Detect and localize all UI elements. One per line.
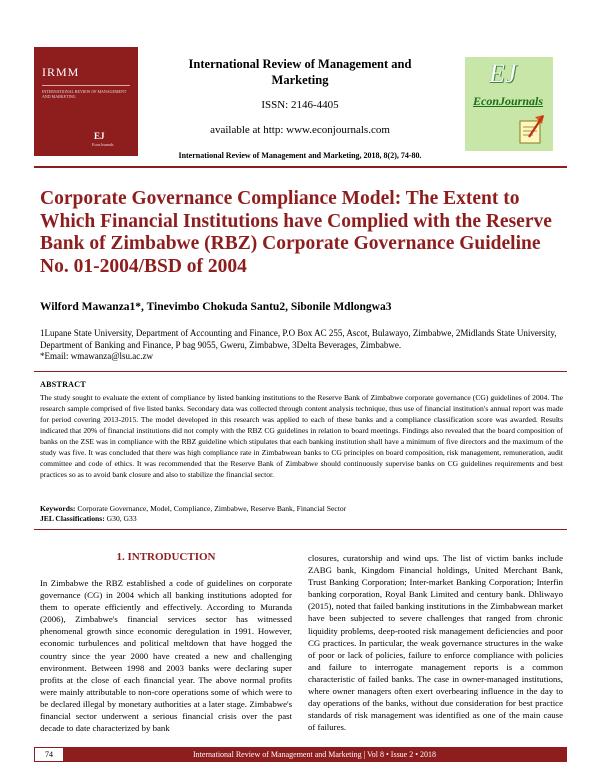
footer-text: International Review of Management and Marketing | Vol 8 • Issue 2 • 2018 [192, 750, 437, 759]
jel-value: G30, G33 [104, 514, 137, 523]
logo-text: EconJournals [473, 94, 544, 108]
available-at-link[interactable]: available at http: www.econjournals.com [210, 124, 390, 136]
abstract-heading: ABSTRACT [40, 380, 86, 389]
keywords-label: Keywords: [40, 504, 76, 513]
body-column-right: closures, curatorship and wind ups. The list of victim banks include ZABG bank, Kingdom Financial holdings, United Merchant Bank, Trust Banking Corporation; Inter-market Banking Corporation; Interfin banking corporation, Royal Bank Limited and century bank. Dhliwayo (2015), noted that failed banking institutions in the Zimbabwean market have been subjected to severe challenges that ranged from chronic liquidity problems, deep-rooted risk management deficiencies and poor CG practices. In particular, the weak governance structures in the wake of poor or lack of policies, failure to enforce compliance with policies and failure to interrogate management reports is a common characteristic of failed banks. The case in owner-managed institutions, where owner managers often exert overbearing influence in the day to day operations of the banks, without due consideration for best practice standards of risk management was identified as one of the main cause of failures. [308, 553, 563, 733]
body-column-left: In Zimbabwe the RBZ established a code of guidelines on corporate governance (CG) in 2004 which all banking institutions adopted for them to operate efficiently and effectively. According to Muranda (2006), Zimbabwe's financial services sector has witnessed phenomenal growth since economic deregulation in 1991. However, economic turbulences and political meltdown that have hogged the country since the year 2000 have created a new and challenging environment. Between 1998 and 2003 banks were declaring super profits at the close of each financial year. The above normal profits were mainly attributable to non-core operations some of which were to be declared illegal by monetary authorities at a later stage. Zimbabwe's financial sector underwent a serious financial crisis over the past decade to date characterized by bank [40, 578, 292, 734]
econjournals-logo [465, 57, 553, 151]
journal-title: International Review of Management and Marketing [188, 57, 412, 87]
cover-mark: EJ [94, 131, 105, 141]
logo-ej: EJ [489, 59, 517, 88]
keywords-value: Corporate Governance, Model, Compliance, Zimbabwe, Reserve Bank, Financial Sector [75, 504, 347, 513]
author-list: Wilford Mawanza1*, Tinevimbo Chokuda Santu2, Sibonile Mdlongwa3 [40, 301, 392, 313]
jel-line [40, 513, 563, 524]
cover-divider [42, 85, 130, 86]
journal-cover-image [34, 47, 138, 156]
section-heading: 1. INTRODUCTION [116, 551, 216, 563]
abstract-body: The study sought to evaluate the extent of compliance by listed banking institutions to the Reserve Bank of Zimbabwe corporate governance (CG) guidelines of 2004. The research sample comprised of five listed banks. Secondary data was collected through content analysis technique, thus use of financial institution's annual report was made for period covering 2013-2015. The model developed in this research was applied to each of these banks and a compliance classification score was awarded. Results indicated that 20% of financial institutions did not comply with the RBZ CG guidelines in relation to board meetings. Findings also revealed that the board composition of banks on the ZSE was in compliance with the RBZ guideline which stipulates that each banking institution shall have a minimum of five directors and the maximum of the study was five. It was concluded that there was high compliance rate in Zimbabwean banks to CG principles on board composition, risk management, remuneration, audit committee and code of ethics. It was recommended that the Reserve Bank of Zimbabwe should continuously supervise banks on CG guidelines requirements and best practices so as to avoid bank closure and also to stabilize the financial sector. [40, 393, 563, 479]
header-rule [34, 166, 567, 168]
affiliations [40, 328, 565, 363]
affiliation-text: 1Lupane State University, Department of Accounting and Finance, P.O Box AC 255, Ascot, Bulawayo, Zimbabwe, 2Midlands State University, Department of Banking and Finance, P bag 9055, Gweru, Zimbabwe, 3Delta Beverages, Zimbabwe. [40, 328, 557, 350]
abstract-rule-bottom [34, 529, 567, 530]
cover-mark-sub: EconJournals [92, 142, 114, 147]
citation-line: International Review of Management and Marketing, 2018, 8(2), 74-80. [178, 151, 422, 160]
cover-subtitle: INTERNATIONAL REVIEW OF MANAGEMENT AND MARKETING [42, 89, 127, 99]
abstract-rule-top [34, 371, 567, 372]
page-number: 74 [34, 747, 64, 762]
page-footer [34, 747, 567, 762]
pencil-paper-icon [517, 113, 547, 145]
jel-label: JEL Classifications: [40, 514, 105, 523]
paper-title: Corporate Governance Compliance Model: The Extent to Which Financial Institutions have Complied with the Reserve Bank of Zimbabwe (RBZ) Corporate Governance Guideline No. 01-2004/BSD of 2004 [40, 188, 552, 277]
cover-title: IRMM [42, 65, 80, 79]
corresponding-email: *Email: wmawanza@lsu.ac.zw [40, 351, 153, 362]
issn: ISSN: 2146-4405 [261, 99, 339, 111]
